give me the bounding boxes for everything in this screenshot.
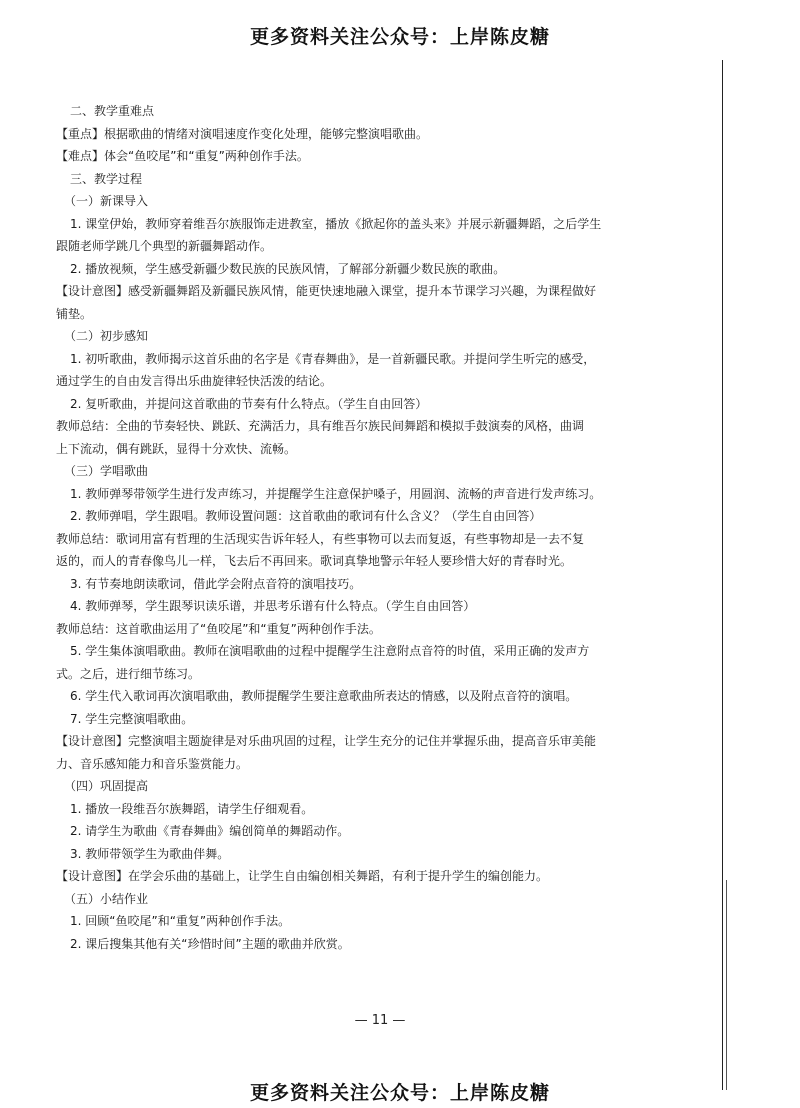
text-line: 式。之后，进行细节练习。 [56,666,201,681]
text-line: 铺垫。 [56,306,93,321]
text-line: 上下流动，偶有跳跃，显得十分欢快、流畅。 [56,441,297,456]
text-line: 1. 回顾“鱼咬尾”和“重复”两种创作手法。 [70,914,291,928]
text-line: 【重点】根据歌曲的情绪对演唱速度作变化处理，能够完整演唱歌曲。 [56,126,429,141]
text-line: （二）初步感知 [64,329,149,343]
text-line: 【设计意图】感受新疆舞蹈及新疆民族风情，能更快速地融入课堂，提升本节课学习兴趣，为课程做好 [56,284,597,298]
text-line: 教师总结：全曲的节奏轻快、跳跃、充满活力，具有维吾尔族民间舞蹈和模拟手鼓演奏的风格，曲调 [56,419,585,433]
text-line: 返的，而人的青春像鸟儿一样，飞去后不再回来。歌词真挚地警示年轻人要珍惜大好的青春时光。 [56,554,573,568]
document-body [56,100,666,955]
text-line: 1. 初听歌曲，教师揭示这首乐曲的名字是《青春舞曲》，是一首新疆民歌。并提问学生听完的感受， [70,351,596,366]
text-line: 三、教学过程 [70,171,143,186]
text-line: 1. 播放一段维吾尔族舞蹈，请学生仔细观看。 [70,801,314,816]
text-line: 3. 有节奏地朗读歌词，借此学会附点音符的演唱技巧。 [70,576,362,591]
text-line: 2. 请学生为歌曲《青春舞曲》编创简单的舞蹈动作。 [70,824,350,838]
text-line: 二、教学重难点 [70,104,155,118]
text-line: 【设计意图】完整演唱主题旋律是对乐曲巩固的过程，让学生充分的记住并掌握乐曲，提高音乐审美能 [56,734,597,748]
text-line: （三）学唱歌曲 [64,464,149,478]
text-line: 力、音乐感知能力和音乐鉴赏能力。 [56,756,249,771]
text-line: 5. 学生集体演唱歌曲。教师在演唱歌曲的过程中提醒学生注意附点音符的时值，采用正确的发声方 [70,644,590,658]
text-line: 通过学生的自由发言得出乐曲旋律轻快活泼的结论。 [56,374,333,388]
text-line: 跟随老师学跳几个典型的新疆舞蹈动作。 [56,239,273,253]
text-line: 2. 播放视频，学生感受新疆少数民族的民族风情，了解部分新疆少数民族的歌曲。 [70,261,506,276]
page-number: — 11 — [354,1013,406,1028]
text-line: 7. 学生完整演唱歌曲。 [70,711,194,726]
text-line: （一）新课导入 [64,194,149,208]
text-line: 2. 复听歌曲，并提问这首歌曲的节奏有什么特点。（学生自由回答） [70,396,428,411]
binding-rule-secondary [726,880,727,1090]
footer-banner: 更多资料关注公众号：上岸陈皮糖 [249,1082,550,1104]
text-line: （四）巩固提高 [64,779,149,793]
text-line: 2. 课后搜集其他有关“珍惜时间”主题的歌曲并欣赏。 [70,936,350,951]
text-line: 1. 课堂伊始，教师穿着维吾尔族服饰走进教室，播放《掀起你的盖头来》并展示新疆舞蹈，之后学生 [70,216,602,231]
text-line: 4. 教师弹琴，学生跟琴识读乐谱，并思考乐谱有什么特点。（学生自由回答） [70,599,476,613]
text-line: 1. 教师弹琴带领学生进行发声练习，并提醒学生注意保护嗓子，用圆润、流畅的声音进行发声练习。 [70,486,602,501]
text-line: 【设计意图】在学会乐曲的基础上，让学生自由编创相关舞蹈，有利于提升学生的编创能力。 [56,869,549,883]
text-line: 教师总结：歌词用富有哲理的生活现实告诉年轻人，有些事物可以去而复返，有些事物却是一去不复 [56,531,585,546]
text-line: 6. 学生代入歌词再次演唱歌曲，教师提醒学生要注意歌曲所表达的情感，以及附点音符的演唱。 [70,689,578,703]
text-line: （五）小结作业 [64,891,149,906]
header-banner: 更多资料关注公众号：上岸陈皮糖 [249,26,550,48]
text-line: 2. 教师弹唱，学生跟唱。教师设置问题：这首歌曲的歌词有什么含义？（学生自由回答） [70,509,542,523]
text-line: 【难点】体会“鱼咬尾”和“重复”两种创作手法。 [56,149,309,163]
text-line: 3. 教师带领学生为歌曲伴舞。 [70,846,230,861]
text-line: 教师总结：这首歌曲运用了“鱼咬尾”和“重复”两种创作手法。 [56,621,381,636]
binding-rule [722,60,723,1090]
